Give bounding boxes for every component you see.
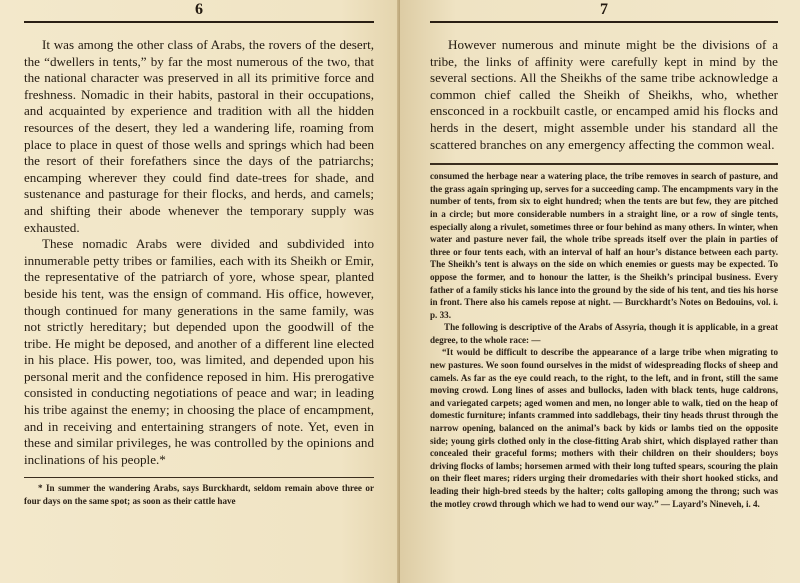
left-page-number: 6 <box>195 1 203 18</box>
right-page-header <box>430 0 778 30</box>
footnote-intro: The following is descriptive of the Arabs of Assyria, though it is applicable, in a great degree, to the whole race: — <box>430 322 778 345</box>
left-paragraph-2: These nomadic Arabs were divided and subdivided into innumerable petty tribes or families, each with its Sheikh or Emir, the representative of the patriarch of yore, whose spear, planted beside his tent, was the ensign of command. His office, however, though continued for many generations in the same family, was not strictly hereditary; but depended upon the goodwill of the tribe. He might be deposed, and another of a different line elected in his place. His power, too, was limited, and depended upon his personal merit and the confidence reposed in him. His prerogative consisted in conducting negotiations of peace and war; in leading his tribe against the enemy; in choosing the place of encampment, and in receiving and entertaining strangers of note. Yet, even in these and similar privileges, he was controlled by the opinions and inclinations of his people.* <box>24 236 374 467</box>
footnote-quote: “It would be difficult to describe the appearance of a large tribe when migrating to new pastures. We soon found ourselves in the midst of widespreading flocks of sheep and camels. As far as the eye could reach, to the right, to the left, and in front, still the same moving crowd. Long lines of asses and bullocks, laden with black tents, huge caldrons, and variegated carpets; aged women and men, no longer able to walk, tied on the heap of domestic furniture; infants crammed into saddlebags, their tiny heads thrust through the narrow opening, balanced on the animal’s back by kids or lambs tied on the opposite side; young girls clothed only in the close-fitting Arab shirt, which displayed rather than concealed their graceful forms; mothers with their children on their shoulders; boys driving flocks of lambs; horsemen armed with their long tufted spears, scouring the plain on their fleet mares; riders urging their dromedaries with their short hooked sticks, and leading their high-bred steeds by the halter; colts galloping among the throng; such was the motley crowd through which we had to wend our way.” — Layard’s Nineveh, i. 4. <box>430 347 778 509</box>
header-rule <box>24 21 374 23</box>
left-paragraph-1: It was among the other class of Arabs, the rovers of the desert, the “dwellers in tents,” by far the most numerous of the two, that the national character was preserved in all its primitive force and freshness. Nomadic in their habits, pastoral in their occupations, and acquainted by experience and tradition with all the hidden resources of the desert, they led a wandering life, roaming from place to place in quest of those wells and springs which had been the resort of their forefathers since the days of the patriarchs; encamping wherever they could find date-trees for shade, and sustenance and pasturage for their flocks, and herds, and camels; and shifting their abode whenever the temporary supply was exhausted. <box>24 37 374 235</box>
left-page-header <box>24 0 374 30</box>
right-page <box>400 0 800 583</box>
right-page-number: 7 <box>600 1 608 18</box>
footnote-continuation: consumed the herbage near a watering place, the tribe removes in search of pasture, and the grass again springing up, serves for a succeeding camp. The encampments vary in the number of tents, from six to eight hundred; when the tents are but few, they are pitched in a circle; but more considerable numbers in a straight line, or a row of single tents, especially along a rivulet, sometimes three or four behind as many others. In winter, when water and pasture never fail, the whole tribe spreads itself over the plain in parties of three or four tents each, with an interval of half an hour’s distance between each party. The Sheikh’s tent is always on the side on which enemies or guests may be expected. To oppose the former, and to honour the latter, is the Sheikh’s principal business. Every father of a family sticks his lance into the ground by the side of his tent, and ties his horse in front. There also his camels repose at night. — Burckhardt’s Notes on Bedouins, vol. i. p. 33. <box>430 171 778 320</box>
footnote-rule <box>430 163 778 165</box>
left-footnote: * In summer the wandering Arabs, says Burckhardt, seldom remain above three or four days on the same spot; as soon as their cattle have <box>24 483 374 507</box>
header-rule <box>430 21 778 23</box>
footnote-rule <box>24 477 374 478</box>
right-paragraph-1: However numerous and minute might be the divisions of a tribe, the links of affinity were carefully kept in mind by the several sections. All the Sheikhs of the same tribe acknowledge a common chief called the Sheikh of Sheikhs, who, whether ensconced in a rockbuilt castle, or encamped amid his flocks and herds in the desert, might assemble under his standard all the scattered branches on any emergency affecting the common weal. <box>430 37 778 152</box>
